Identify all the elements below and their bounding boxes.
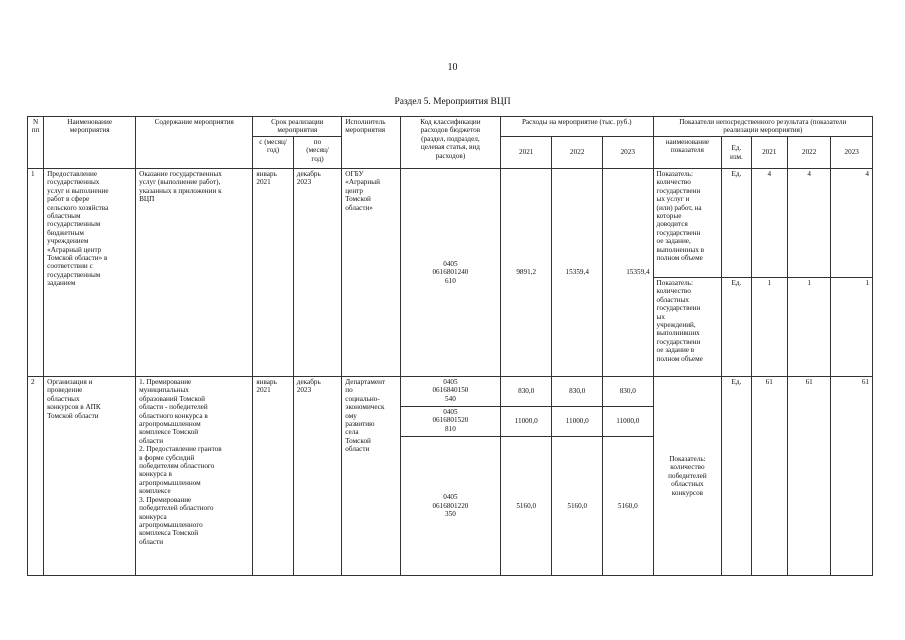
header-row (28, 117, 873, 137)
row1-name: Предоставление государственных услуг и выполнение работ в сфере сельского хозяйства областным государственным бюджетным учреждением «Аграрный центр Томской области» в соответствии с государственным заданием (44, 169, 136, 377)
header-content: Содержание мероприятия (136, 117, 253, 169)
row2-ind-2022: 61 (787, 377, 830, 576)
row1-ind2-2021: 1 (751, 278, 787, 377)
row1-executor: ОГБУ «Аграрный центр Томской области» (342, 169, 401, 377)
row2-sub1-exp-2021: 830,0 (500, 377, 552, 407)
row1-exp-2022: 15359,4 (552, 169, 603, 377)
row2-to: декабрь 2023 (293, 377, 342, 576)
row2-ind-2021: 61 (751, 377, 787, 576)
row2-sub2-exp-2022: 11000,0 (552, 407, 603, 437)
row1-ind2-2022: 1 (787, 278, 830, 377)
section-title: Раздел 5. Мероприятия ВЦП (394, 97, 511, 107)
header-unit: Ед. изм. (722, 137, 751, 169)
row2-content: 1. Премирование муниципальных образований Томской области - победителей областного конкурса в агропромышленном комплексе Томской области 2. Предоставление грантов в форме субсидий победителям областного конкурса в агропромышленном комплексе 3. Премирование победителей областного конкурса агропромышленного комплекса Томской области (136, 377, 253, 576)
header-indicators: Показатели непосредственного результата (показатели реализации мероприятия) (653, 117, 872, 137)
row1-ind1-name: Показатель: количество государственн ых услуг и (или) работ, на которые доводится государственн ое задание, выполненных в полном объеме (653, 169, 722, 278)
row1-ind2-2023: 1 (831, 278, 873, 377)
header-year-2021: 2021 (500, 137, 552, 169)
row2-sub2-code: 0405 0616801520 810 (400, 407, 500, 437)
row1-num: 1 (28, 169, 44, 377)
row2-sub2-exp-2023: 11000,0 (603, 407, 654, 437)
row2-sub2-exp-2021: 11000,0 (500, 407, 552, 437)
header-num: N пп (28, 117, 44, 169)
header-ind-year-2022: 2022 (787, 137, 830, 169)
row2-ind-unit: Ед. (722, 377, 751, 576)
row1-content: Оказание государственных услуг (выполнение работ), указанных в приложении к ВЦП (136, 169, 253, 377)
row1-ind1-unit: Ед. (722, 169, 751, 278)
row1-ind1-2023: 4 (831, 169, 873, 278)
header-expenses: Расходы на мероприятие (тыс. руб.) (500, 117, 653, 137)
row2-sub1-exp-2022: 830,0 (552, 377, 603, 407)
row2-executor: Департамент по социально- экономическ ому развитию села Томской области (342, 377, 401, 576)
row1-ind1-2022: 4 (787, 169, 830, 278)
row2-sub3-exp-2021: 5160,0 (500, 437, 552, 576)
row1-to: декабрь 2023 (293, 169, 342, 377)
header-term-from: с (месяц/ год) (253, 137, 293, 169)
row1-ind2-unit: Ед. (722, 278, 751, 377)
header-year-2022: 2022 (552, 137, 603, 169)
header-term: Срок реализации мероприятия (253, 117, 342, 137)
row2-num: 2 (28, 377, 44, 576)
row1-from: январь 2021 (253, 169, 293, 377)
header-executor: Исполнитель мероприятия (342, 117, 401, 169)
row1-exp-2023: 15359,4 (603, 169, 654, 377)
row2-sub3-code: 0405 0616801220 350 (400, 437, 500, 576)
row1-ind2-name: Показатель: количество областных государственн ых учреждений, выполнивших государственн ое задание в полном объеме (653, 278, 722, 377)
header-ind-year-2021: 2021 (751, 137, 787, 169)
table-row (28, 377, 873, 407)
row1-code: 0405 0616801240 610 (400, 169, 500, 377)
activities-table (27, 116, 873, 576)
header-term-to: по (месяц/ год) (293, 137, 342, 169)
row2-sub1-code: 0405 0616840150 540 (400, 377, 500, 407)
header-name: Наименование мероприятия (44, 117, 136, 169)
header-year-2023: 2023 (603, 137, 654, 169)
row2-from: январь 2021 (253, 377, 293, 576)
row2-sub3-exp-2022: 5160,0 (552, 437, 603, 576)
header-code: Код классификации расходов бюджетов (раздел, подраздел, целевая статья, вид расходов) (400, 117, 500, 169)
row1-ind1-2021: 4 (751, 169, 787, 278)
row2-name: Организация и проведение областных конкурсов в АПК Томской области (44, 377, 136, 576)
row2-sub3-exp-2023: 5160,0 (603, 437, 654, 576)
row2-ind-name: Показатель: количество победителей областных конкурсов (653, 377, 722, 576)
page-number: 10 (447, 62, 458, 73)
header-ind-year-2023: 2023 (831, 137, 873, 169)
row1-exp-2021: 9891,2 (500, 169, 552, 377)
header-indicator-name: наименование показателя (653, 137, 722, 169)
table-row (28, 169, 873, 278)
row2-sub1-exp-2023: 830,0 (603, 377, 654, 407)
row2-ind-2023: 61 (831, 377, 873, 576)
